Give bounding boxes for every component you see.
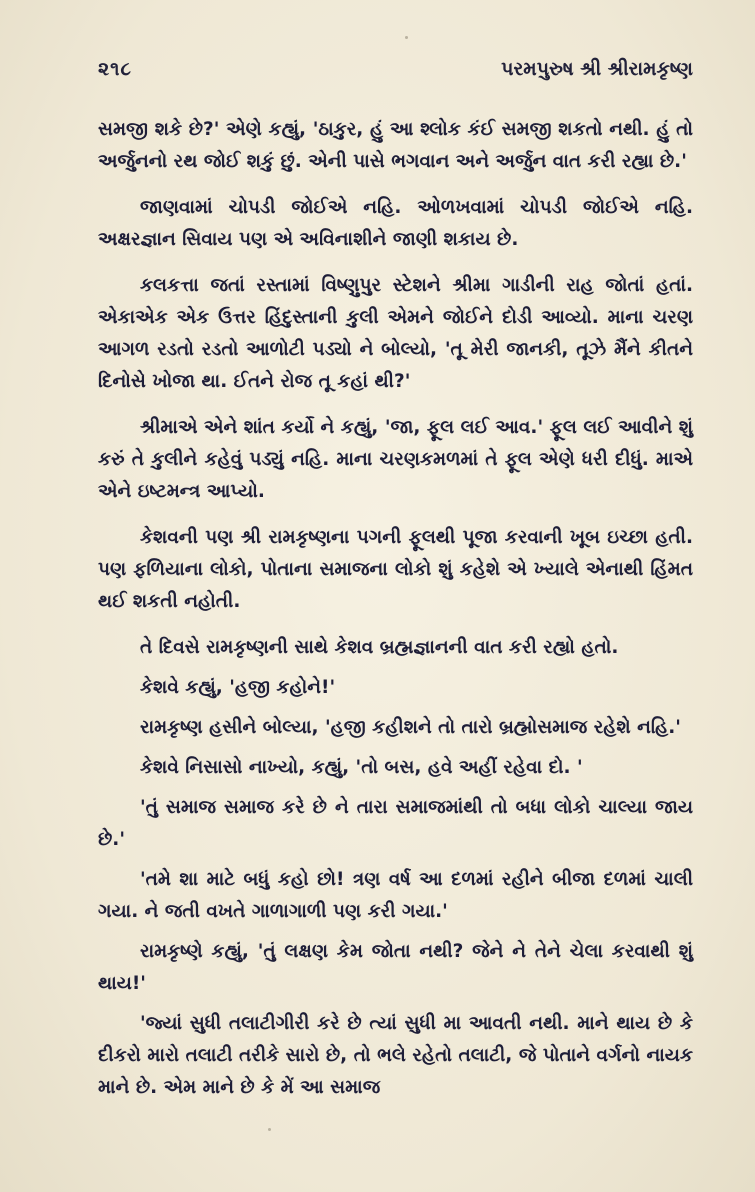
paragraph: સમજી શકે છે?' એણે કહ્યું, 'ઠાકુર, હું આ શ્લોક કંઈ સમજી શકતો નથી. હું તો અર્જુનનો રથ જોઈ શકું છું. એની પાસે ભગવાન અને અર્જુન વાત કરી રહ્યા છે.'	[98, 119, 693, 172]
paragraph: શ્રીમાએ એને શાંત કર્યો ને કહ્યું, 'જા, ફૂલ લઈ આવ.' ફૂલ લઈ આવીને શું કરું તે કુલીને કહેવું પડ્યું નહિ. માના ચરણકમળમાં તે ફૂલ એણે ધરી દીધું. માએ એને ઇષ્ટમન્ત્ર આપ્યો.	[98, 417, 693, 502]
paragraph: 'જ્યાં સુધી તલાટીગીરી કરે છે ત્યાં સુધી મા આવતી નથી. માને થાય છે કે દીકરો મારો તલાટી તરીકે સારો છે, તો ભલે રહેતો તલાટી, જે પોતાને વર્ગનો નાયક માને છે. એમ માને છે કે મેં આ સમાજ	[98, 1013, 693, 1098]
paragraph: કેશવે કહ્યું, 'હજી કહોને!'	[140, 677, 336, 698]
paragraph: કેશવની પણ શ્રી રામકૃષ્ણના પગની ફૂલથી પૂજા કરવાની ખૂબ ઇચ્છા હતી. પણ ફળિયાના લોકો, પોતાના સમાજના લોકો શું કહેશે એ ખ્યાલે એનાથી હિંમત થઈ શકતી નહોતી.	[98, 527, 693, 612]
page-body	[98, 114, 693, 1104]
paper-speck	[268, 1128, 271, 1131]
paper-speck	[405, 36, 408, 39]
paragraph: જાણવામાં ચોપડી જોઈએ નહિ. ઓળખવામાં ચોપડી જોઈએ નહિ. અક્ષરજ્ઞાન સિવાય પણ એ અવિનાશીને જાણી શકાય છે.	[98, 197, 693, 250]
page-number: ૨૧૮	[98, 58, 132, 80]
paragraph: તે દિવસે રામકૃષ્ણની સાથે કેશવ બ્રહ્મજ્ઞાનની વાત કરી રહ્યો હતો.	[140, 637, 619, 658]
paragraph: 'તું સમાજ સમાજ કરે છે ને તારા સમાજમાંથી તો બધા લોકો ચાલ્યા જાય છે.'	[98, 797, 693, 850]
paragraph: રામકૃષ્ણ હસીને બોલ્યા, 'હજી કહીશને તો તારો બ્રહ્મોસમાજ રહેશે નહિ.'	[140, 717, 681, 738]
page-header	[98, 58, 693, 98]
paragraph: કલકત્તા જતાં રસ્તામાં વિષ્ણુપુર સ્ટેશને શ્રીમા ગાડીની રાહ જોતાં હતાં. એકાએક એક ઉત્તર હિંદુસ્તાની કુલી એમને જોઈને દોડી આવ્યો. માના ચરણ આગળ રડતો રડતો આળોટી પડ્યો ને બોલ્યો, 'તૂ મેરી જાનકી, તૂઝે મૈંને કીતને દિનોસે ખોજા થા. ઈતને રોજ તૂ કહાં થી?'	[98, 275, 693, 392]
paragraph: કેશવે નિસાસો નાખ્યો, કહ્યું, 'તો બસ, હવે અહીં રહેવા દો. '	[140, 757, 583, 778]
paragraph: રામકૃષ્ણે કહ્યું, 'તું લક્ષણ કેમ જોતા નથી? જેને ને તેને ચેલા કરવાથી શું થાય!'	[98, 941, 693, 994]
running-title: પરમપુરુષ શ્રી શ્રીરામકૃષ્ણ	[501, 58, 693, 80]
paragraph: 'તમે શા માટે બધું કહો છો! ત્રણ વર્ષ આ દળમાં રહીને બીજા દળમાં ચાલી ગયા. ને જતી વખતે ગાળાગાળી પણ કરી ગયા.'	[98, 869, 693, 922]
